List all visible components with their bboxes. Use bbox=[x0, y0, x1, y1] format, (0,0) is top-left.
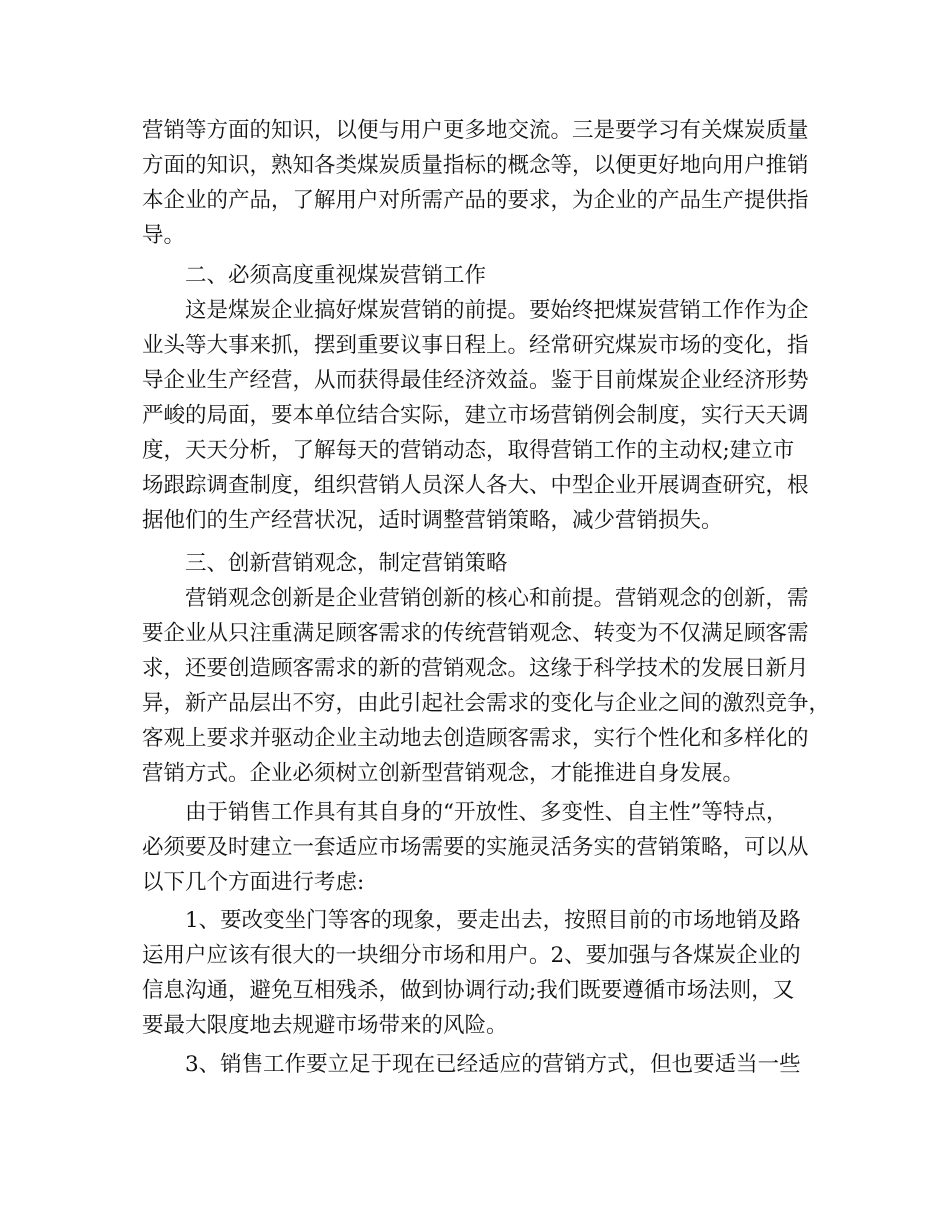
section-heading: 二、必须高度重视煤炭营销工作 bbox=[185, 263, 487, 288]
text-line: 信息沟通，避免互相残杀，做到协调行动;我们既要遵循市场法则，又 bbox=[142, 978, 795, 1003]
text-line: 据他们的生产经营状况，适时调整营销策略，减少营销损失。 bbox=[142, 508, 723, 533]
text-line: 异，新产品层出不穷，由此引起社会需求的变化与企业之间的激烈竞争， bbox=[142, 691, 831, 716]
paragraph-point-three bbox=[142, 1047, 832, 1082]
text-line: 客观上要求并驱动企业主动地去创造顾客需求，实行个性化和多样化的 bbox=[142, 726, 809, 751]
text-line: 度，天天分析，了解每天的营销动态，取得营销工作的主动权;建立市 bbox=[142, 438, 795, 463]
text-line: 求，还要创造顾客需求的新的营销观念。这缘于科学技术的发展日新月 bbox=[142, 656, 809, 681]
text-line: 本企业的产品，了解用户对所需产品的要求，为企业的产品生产提供指 bbox=[142, 188, 809, 213]
text-line: 必须要及时建立一套适应市场需要的实施灵活务实的营销策略，可以从 bbox=[142, 835, 809, 860]
text-line: 营销等方面的知识，以便与用户更多地交流。三是要学习有关煤炭质量 bbox=[142, 118, 809, 143]
text-line: 营销方式。企业必须树立创新型营销观念，才能推进自身发展。 bbox=[142, 761, 745, 786]
text-line: 3、销售工作要立足于现在已经适应的营销方式，但也要适当一些 bbox=[185, 1052, 801, 1077]
paragraph-point-one bbox=[142, 903, 832, 1043]
text-line: 1、要改变坐门等客的现象，要走出去，按照目前的市场地销及路 bbox=[185, 908, 801, 933]
text-line: 由于销售工作具有其自身的“开放性、多变性、自主性”等特点， bbox=[185, 800, 788, 825]
text-line: 这是煤炭企业搞好煤炭营销的前提。要始终把煤炭营销工作作为企 bbox=[185, 298, 809, 323]
text-line: 场跟踪调查制度，组织营销人员深人各大、中型企业开展调查研究，根 bbox=[142, 473, 809, 498]
section-two bbox=[142, 258, 832, 538]
text-line: 要企业从只注重满足顾客需求的传统营销观念、转变为不仅满足顾客需 bbox=[142, 621, 809, 646]
section-three bbox=[142, 546, 832, 791]
text-line: 业头等大事来抓，摆到重要议事日程上。经常研究煤炭市场的变化，指 bbox=[142, 333, 809, 358]
section-heading: 三、创新营销观念，制定营销策略 bbox=[185, 551, 508, 576]
paragraph-knowledge bbox=[142, 113, 832, 253]
text-line: 导企业生产经营，从而获得最佳经济效益。鉴于目前煤炭企业经济形势 bbox=[142, 368, 809, 393]
text-line: 运用户应该有很大的一块细分市场和用户。2、要加强与各煤炭企业的 bbox=[142, 943, 801, 968]
text-line: 营销观念创新是企业营销创新的核心和前提。营销观念的创新，需 bbox=[185, 586, 809, 611]
text-line: 要最大限度地去规避市场带来的风险。 bbox=[142, 1013, 508, 1038]
text-line: 以下几个方面进行考虑: bbox=[142, 870, 365, 895]
text-line: 方面的知识，熟知各类煤炭质量指标的概念等，以便更好地向用户推销 bbox=[142, 153, 809, 178]
text-line: 严峻的局面，要本单位结合实际，建立市场营销例会制度，实行天天调 bbox=[142, 403, 809, 428]
text-line: 导。 bbox=[142, 223, 186, 248]
paragraph-strategy bbox=[142, 795, 832, 900]
